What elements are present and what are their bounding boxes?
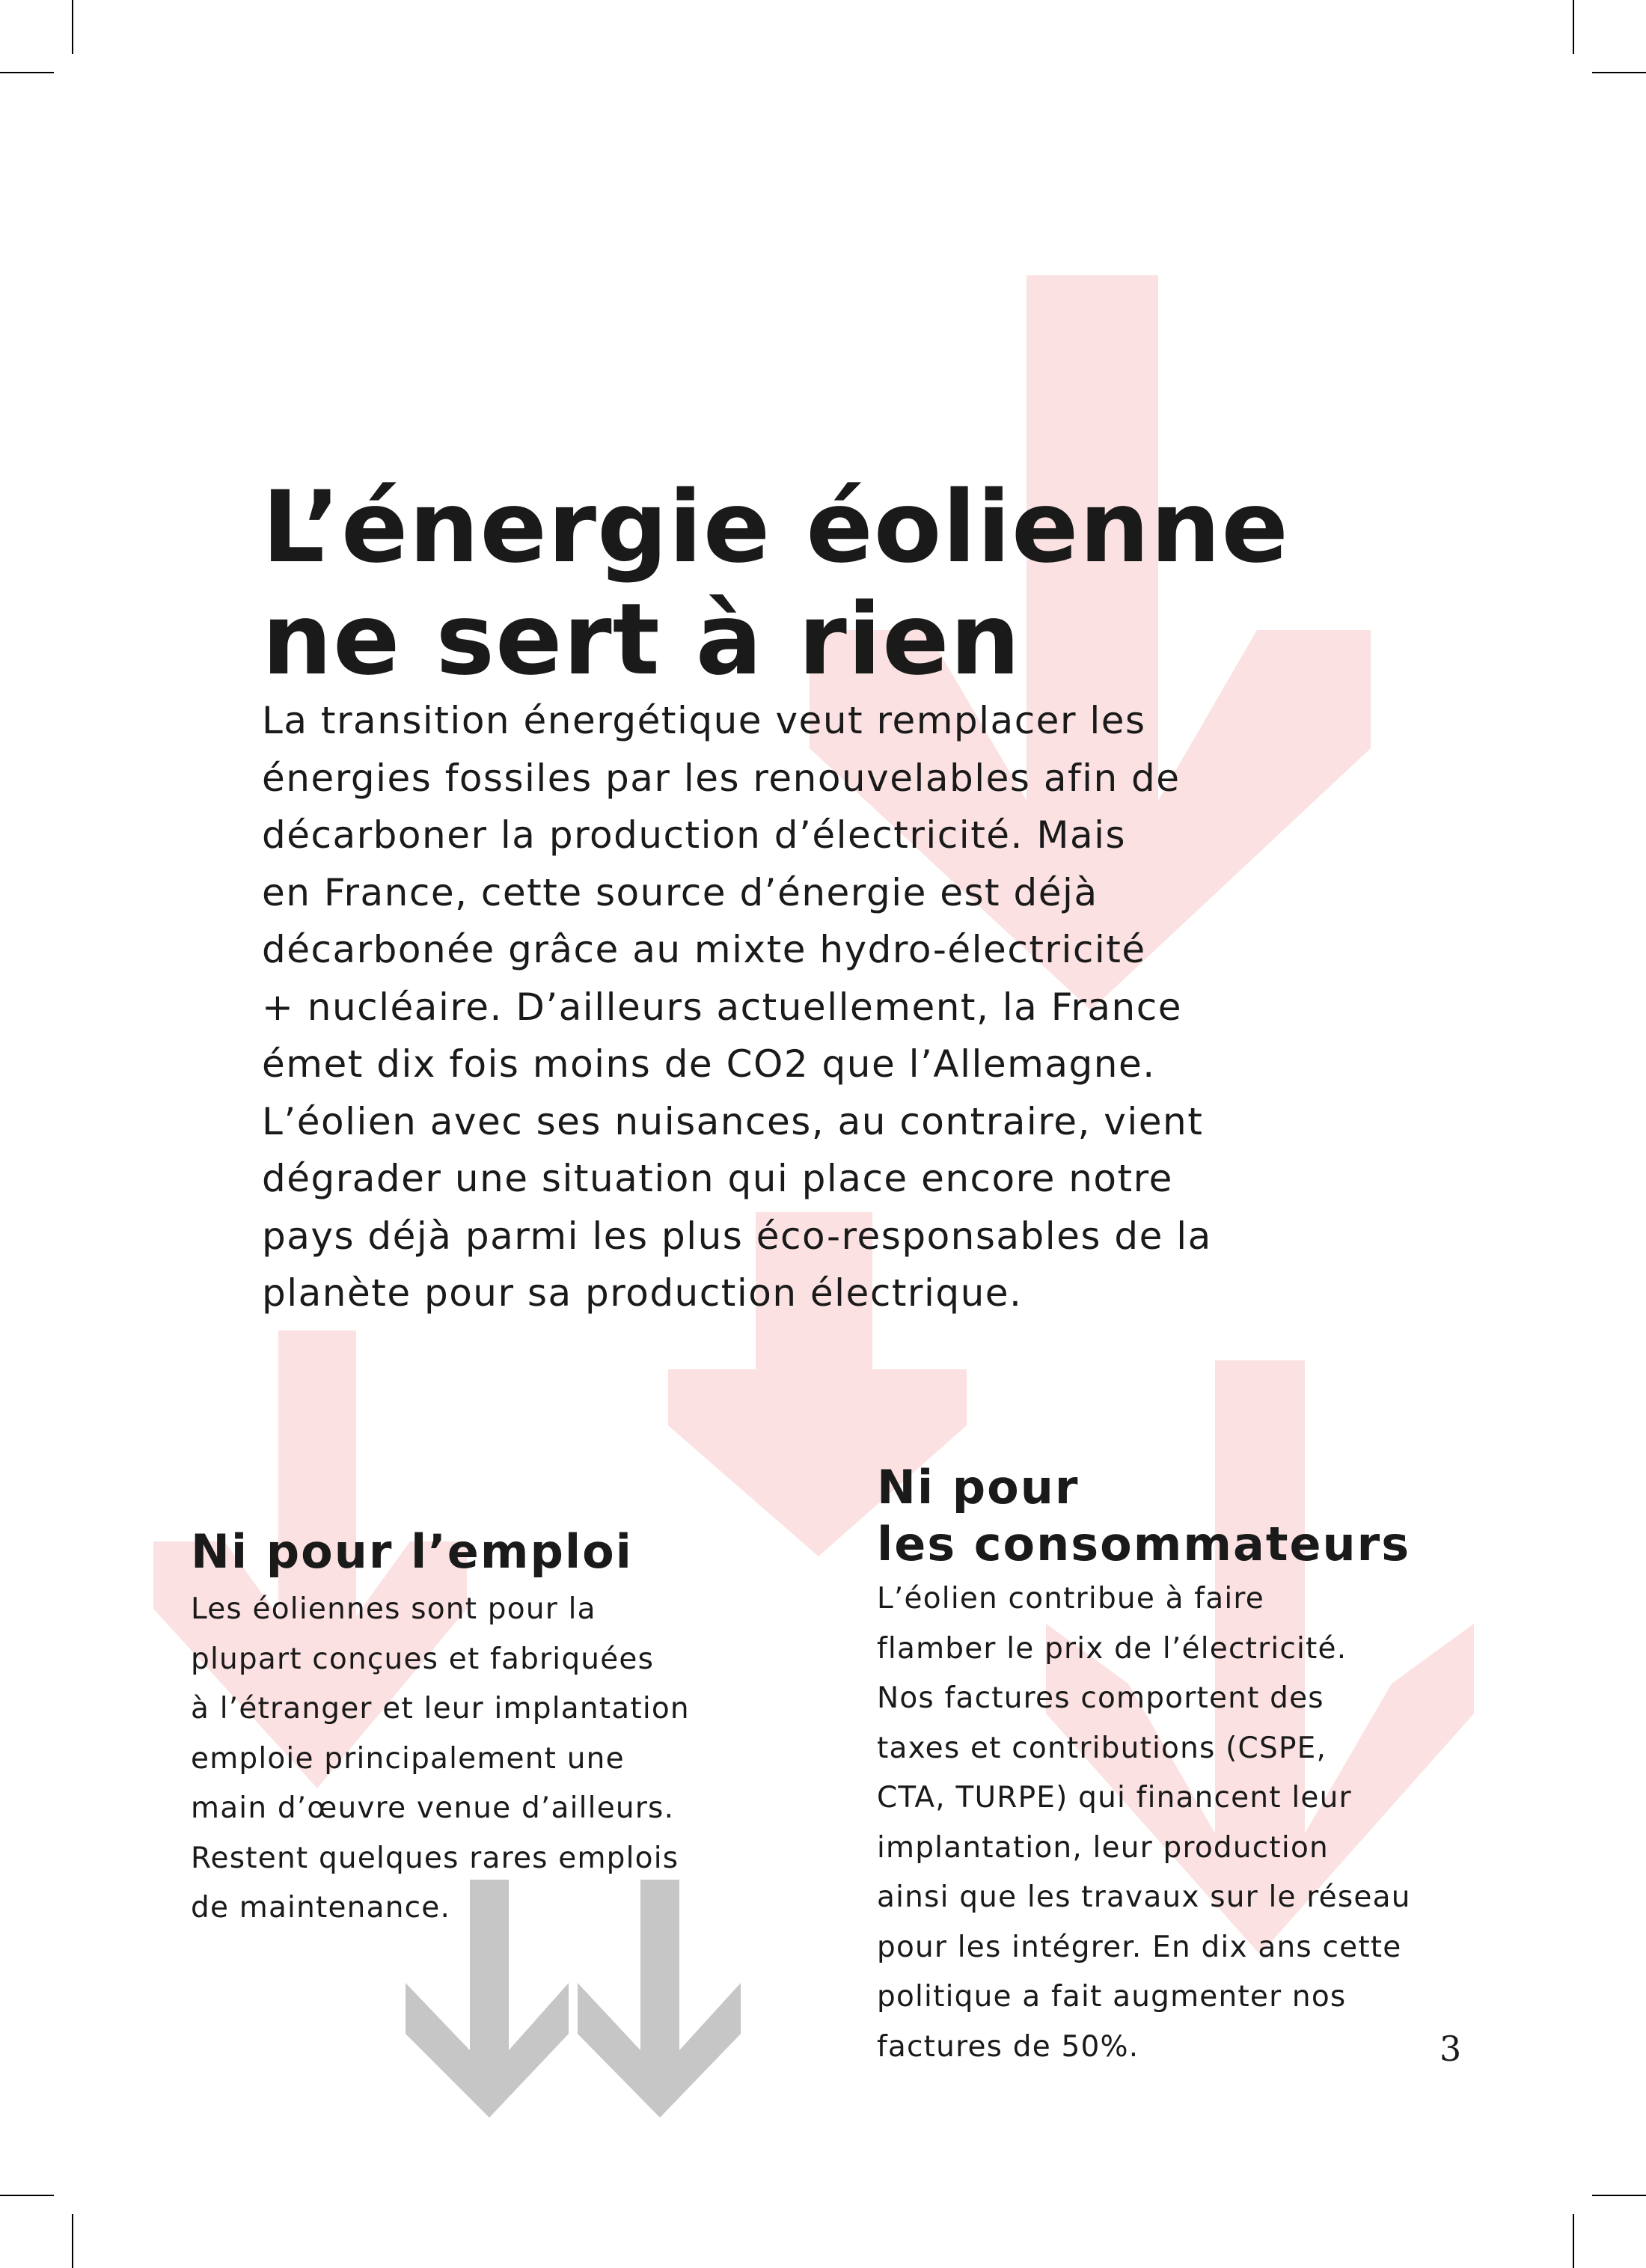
section-body-line: CTA, TURPE) qui financent leur	[877, 1781, 1352, 1815]
section-title-line: les consommateurs	[877, 1517, 1411, 1571]
intro-line: décarbonée grâce au mixte hydro-électricité	[262, 928, 1146, 971]
intro-line: énergies fossiles par les renouvelables afin de	[262, 756, 1181, 800]
section-title-line: Ni pour	[877, 1460, 1080, 1514]
intro-line: planète pour sa production électrique.	[262, 1271, 1023, 1315]
page-number: 3	[1440, 2029, 1462, 2069]
intro-line: en France, cette source d’énergie est déjà	[262, 870, 1098, 914]
section-body-line: emploie principalement une	[191, 1741, 625, 1776]
intro-line: + nucléaire. D’ailleurs actuellement, la France	[262, 985, 1182, 1029]
section-body-line: taxes et contributions (CSPE,	[877, 1731, 1327, 1765]
section-body-line: Nos factures comportent des	[877, 1681, 1324, 1715]
intro-line: dégrader une situation qui place encore notre	[262, 1157, 1173, 1200]
page-title	[262, 471, 1384, 696]
section-body-line: politique a fait augmenter nos	[877, 1980, 1347, 2014]
section-body-line: flamber le prix de l’électricité.	[877, 1631, 1347, 1666]
intro-line: L’éolien avec ses nuisances, au contraire, vient	[262, 1099, 1204, 1143]
page-title-line: ne sert à rien	[262, 582, 1021, 697]
section-body-line: main d’œuvre venue d’ailleurs.	[191, 1791, 675, 1825]
section-title-consommateurs	[877, 1459, 1410, 1573]
intro-line: La transition énergétique veut remplacer les	[262, 699, 1146, 742]
section-body-line: de maintenance.	[191, 1891, 451, 1925]
section-body-line: implantation, leur production	[877, 1830, 1329, 1865]
section-body-line: L’éolien contribue à faire	[877, 1582, 1264, 1616]
intro-line: décarboner la production d’électricité. Mais	[262, 813, 1127, 857]
intro-line: pays déjà parmi les plus éco-responsables de la	[262, 1214, 1212, 1258]
section-body-line: Les éoliennes sont pour la	[191, 1592, 596, 1626]
section-title-line: Ni pour l’emploi	[191, 1524, 633, 1579]
page-title-line: L’énergie éolienne	[262, 470, 1289, 585]
section-body-line: plupart conçues et fabriquées	[191, 1642, 655, 1676]
section-title-emploi	[191, 1523, 633, 1580]
section-body-line: ainsi que les travaux sur le réseau	[877, 1880, 1411, 1914]
section-body-line: factures de 50%.	[877, 2029, 1139, 2064]
intro-line: émet dix fois moins de CO2 que l’Allemagne.	[262, 1042, 1156, 1086]
section-body-emploi	[191, 1585, 759, 1934]
section-body-line: à l’étranger et leur implantation	[191, 1692, 690, 1726]
section-body-line: pour les intégrer. En dix ans cette	[877, 1930, 1402, 1964]
intro-paragraph	[262, 692, 1354, 1322]
section-body-line: Restent quelques rares emplois	[191, 1841, 679, 1875]
section-body-consommateurs	[877, 1574, 1490, 2072]
